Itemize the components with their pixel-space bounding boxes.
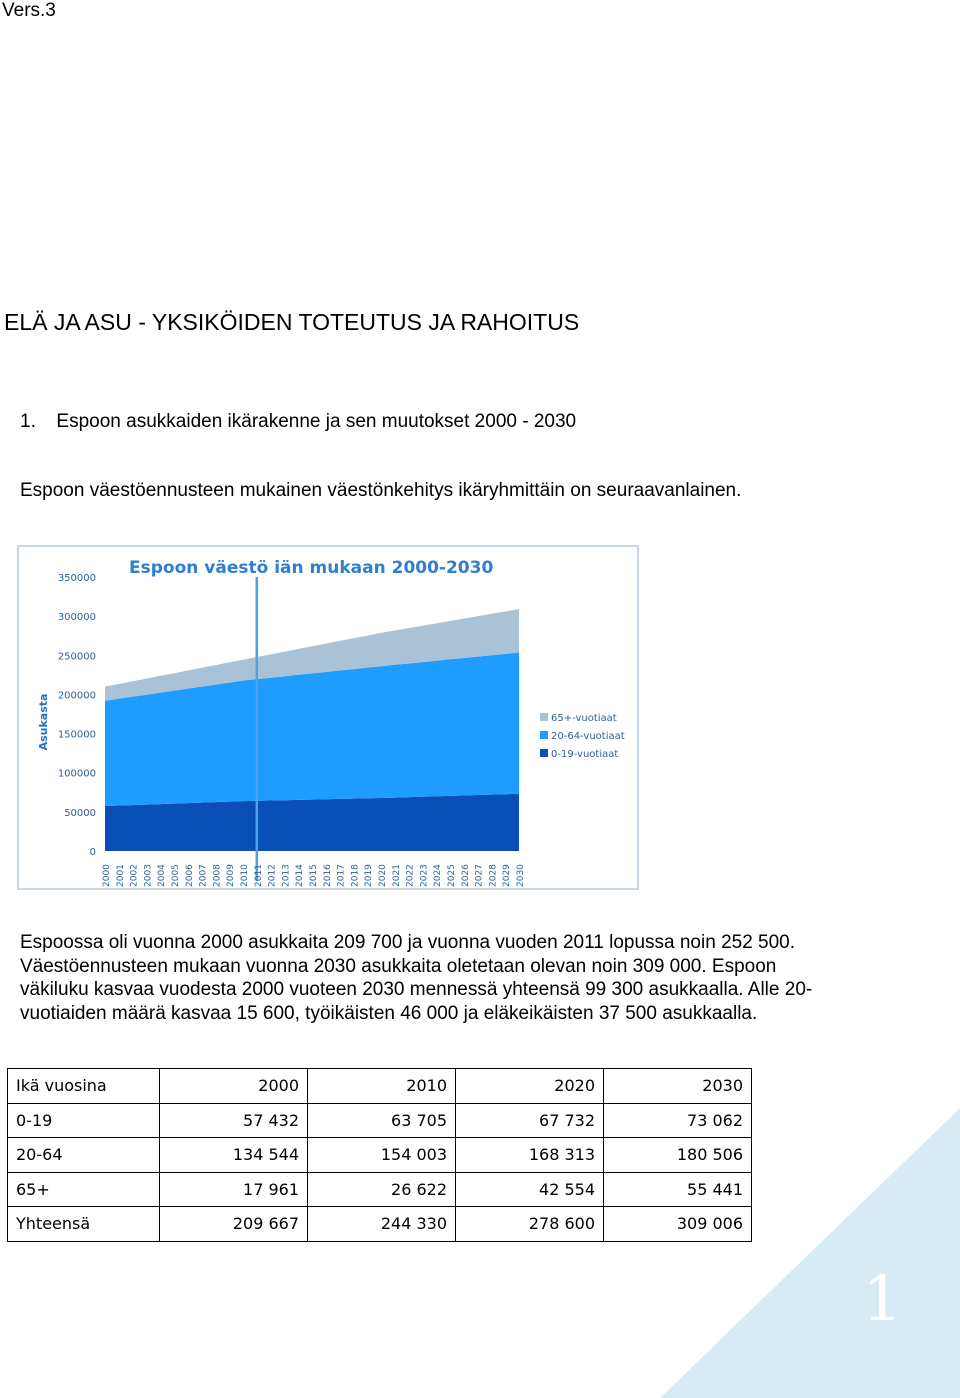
x-tick-label: 2030 xyxy=(516,864,526,887)
document-title: ELÄ JA ASU - YKSIKÖIDEN TOTEUTUS JA RAHOITUS xyxy=(4,309,580,335)
paragraph-line: vuotiaiden määrä kasvaa 15 600, työikäisten 46 000 ja eläkeikäisten 37 500 asukkaalla. xyxy=(20,1002,758,1024)
x-tick-label: 2019 xyxy=(364,864,375,887)
x-tick-label: 2000 xyxy=(102,864,112,887)
y-tick-label: 50000 xyxy=(64,807,96,819)
y-tick-label: 150000 xyxy=(57,729,96,741)
table-row xyxy=(8,1103,752,1138)
x-tick-label: 2005 xyxy=(171,864,181,887)
x-tick-label: 2026 xyxy=(460,864,471,887)
legend-swatch xyxy=(540,713,548,721)
x-tick-label: 2028 xyxy=(488,864,499,887)
table-cell: 20-64 xyxy=(8,1138,160,1173)
legend-label: 0-19-vuotiaat xyxy=(551,749,619,760)
x-tick-label: 2015 xyxy=(309,864,319,887)
table-header-cell: Ikä vuosina xyxy=(8,1069,160,1104)
x-tick-label: 2006 xyxy=(184,864,195,887)
table-header-cell: 2000 xyxy=(160,1069,308,1104)
table-cell: 244 330 xyxy=(308,1207,456,1242)
x-tick-label: 2017 xyxy=(336,864,347,887)
x-tick-label: 2001 xyxy=(115,864,126,887)
table-cell: 73 062 xyxy=(604,1103,752,1138)
table-cell: 154 003 xyxy=(308,1138,456,1173)
x-tick-label: 2012 xyxy=(267,864,278,887)
table-header-cell: 2030 xyxy=(604,1069,752,1104)
legend-label: 65+-vuotiaat xyxy=(551,713,617,724)
table-cell: 67 732 xyxy=(456,1103,604,1138)
y-tick-label: 350000 xyxy=(57,573,96,584)
chart-canvas xyxy=(19,547,637,888)
intro-text: Espoon väestöennusteen mukainen väestönkehitys ikäryhmittäin on seuraavanlainen. xyxy=(20,480,742,501)
table-cell: 168 313 xyxy=(456,1138,604,1173)
table-cell: 0-19 xyxy=(8,1103,160,1138)
y-tick-label: 0 xyxy=(89,847,96,858)
x-tick-label: 2011 xyxy=(253,864,264,887)
x-tick-label: 2002 xyxy=(129,864,140,887)
section-heading xyxy=(20,411,576,433)
x-tick-label: 2018 xyxy=(350,864,361,887)
table-cell: 65+ xyxy=(8,1172,160,1207)
x-tick-label: 2007 xyxy=(198,864,209,887)
table-header-cell: 2010 xyxy=(308,1069,456,1104)
x-tick-label: 2027 xyxy=(474,864,485,887)
population-chart xyxy=(17,545,639,890)
x-tick-label: 2021 xyxy=(391,864,402,887)
table-cell: Yhteensä xyxy=(8,1207,160,1242)
x-tick-label: 2024 xyxy=(433,864,444,887)
table-cell: 57 432 xyxy=(160,1103,308,1138)
table-total-row xyxy=(8,1207,752,1242)
y-tick-label: 100000 xyxy=(57,768,96,780)
legend-label: 20-64-vuotiaat xyxy=(551,731,625,742)
x-tick-label: 2020 xyxy=(378,864,388,887)
x-tick-label: 2025 xyxy=(447,864,457,887)
table-header-cell: 2020 xyxy=(456,1069,604,1104)
x-tick-label: 2022 xyxy=(405,864,416,887)
paragraph-line: väkiluku kasvaa vuodesta 2000 vuoteen 2030 mennessä yhteensä 99 300 asukkaalla. Alle 20- xyxy=(20,979,813,1000)
y-axis-label: Asukasta xyxy=(37,693,50,751)
table-row xyxy=(8,1138,752,1173)
x-tick-label: 2003 xyxy=(143,864,154,887)
x-tick-label: 2023 xyxy=(419,864,430,887)
table-cell: 42 554 xyxy=(456,1172,604,1207)
page-number: 1 xyxy=(862,1262,902,1335)
x-tick-label: 2008 xyxy=(212,864,223,887)
table-cell: 26 622 xyxy=(308,1172,456,1207)
table-cell: 17 961 xyxy=(160,1172,308,1207)
paragraph-line: Väestöennusteen mukaan vuonna 2030 asukkaita oletetaan olevan noin 309 000. Espoon xyxy=(20,955,777,977)
x-tick-label: 2004 xyxy=(157,864,168,887)
y-tick-label: 250000 xyxy=(57,651,96,663)
table-header-row xyxy=(8,1069,752,1104)
x-tick-label: 2013 xyxy=(281,864,292,887)
paragraph-line: Espoossa oli vuonna 2000 asukkaita 209 700 ja vuonna vuoden 2011 lopussa noin 252 500. xyxy=(20,932,796,953)
table-cell: 134 544 xyxy=(160,1138,308,1173)
legend-swatch xyxy=(540,749,548,757)
x-tick-label: 2014 xyxy=(295,864,306,887)
population-summary-paragraph xyxy=(20,931,850,1025)
y-tick-label: 300000 xyxy=(57,612,96,624)
table-cell: 309 006 xyxy=(604,1207,752,1242)
x-tick-label: 2016 xyxy=(322,864,333,887)
legend-swatch xyxy=(540,731,548,739)
table-cell: 55 441 xyxy=(604,1172,752,1207)
population-table xyxy=(7,1068,752,1242)
chart-title: Espoon väestö iän mukaan 2000-2030 xyxy=(129,558,494,578)
table-cell: 63 705 xyxy=(308,1103,456,1138)
x-tick-label: 2010 xyxy=(240,864,250,887)
table-cell: 278 600 xyxy=(456,1207,604,1242)
y-tick-label: 200000 xyxy=(57,690,96,702)
section-number: 1. xyxy=(20,411,36,432)
version-label: Vers.3 xyxy=(2,0,56,21)
table-row xyxy=(8,1172,752,1207)
table-cell: 180 506 xyxy=(604,1138,752,1173)
section-title: Espoon asukkaiden ikärakenne ja sen muutokset 2000 - 2030 xyxy=(56,411,577,432)
table-cell: 209 667 xyxy=(160,1207,308,1242)
x-tick-label: 2009 xyxy=(226,864,237,887)
x-tick-label: 2029 xyxy=(502,864,513,887)
